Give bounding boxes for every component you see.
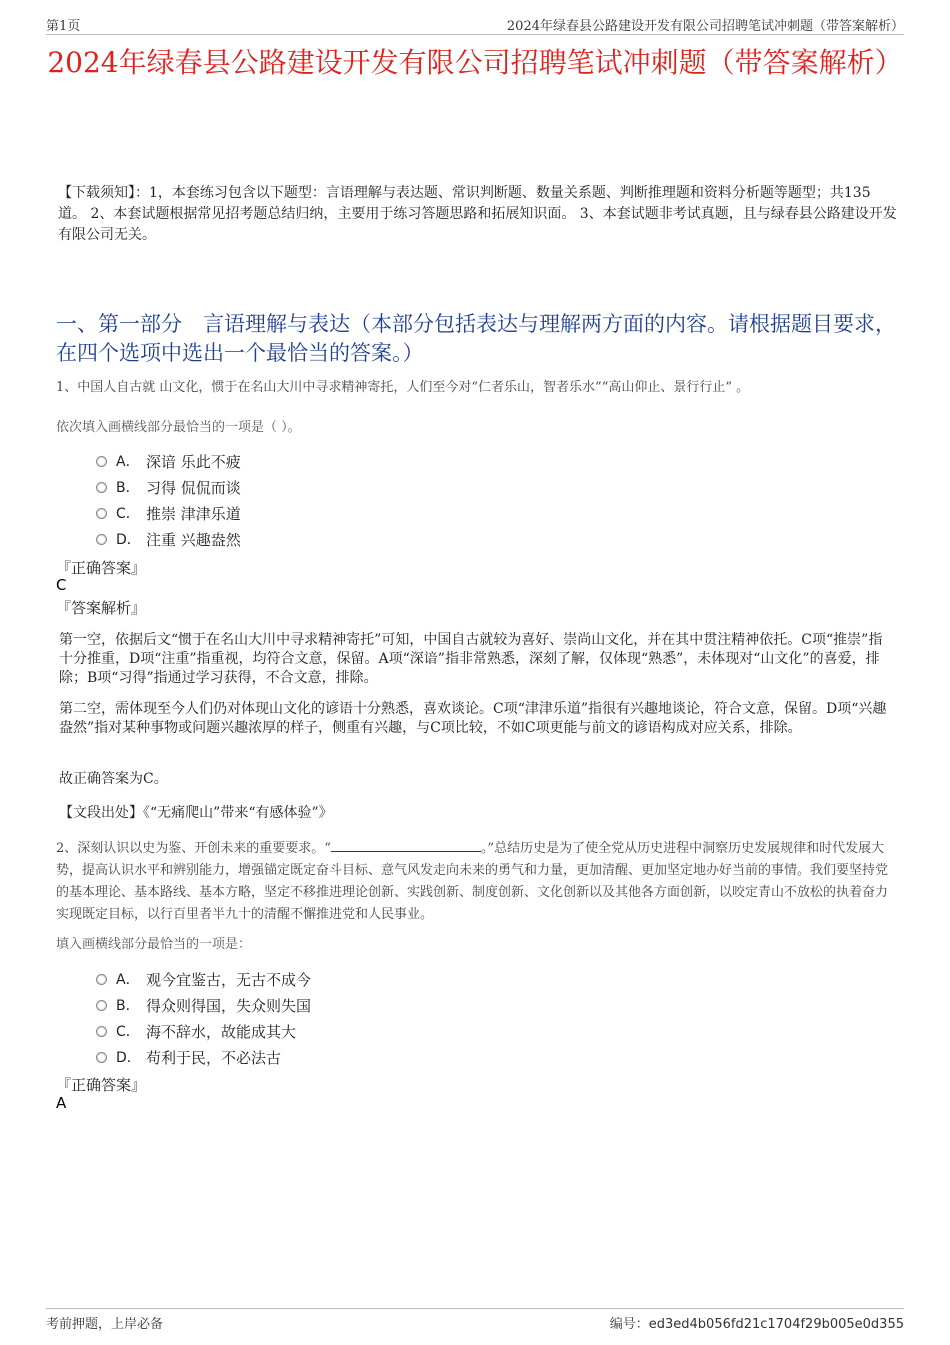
correct-answer: A xyxy=(56,1094,67,1112)
question-1-instruction: 依次填入画横线部分最恰当的一项是（ ）。 xyxy=(56,420,301,435)
analysis-paragraph-1: 第一空，依据后文“惯于在名山大川中寻求精神寄托”可知，中国自古就较为喜好、崇尚山文化，并在其中贯注精神依托。C项“推崇”指十分推重，D项“注重”指重视，均符合文意，保留。A项“深谙”指非常熟悉，深刻了解，仅体现“熟悉”，未体现对“山文化”的喜爱，排除；B项“习得”指通过学习获得，不合文意，排除。 xyxy=(59,632,883,686)
page-footer xyxy=(46,1308,904,1335)
answer-label: 『正确答案』 xyxy=(56,559,147,577)
option-c[interactable]: C． 推崇 津津乐道 xyxy=(96,500,241,526)
radio-icon[interactable] xyxy=(96,508,107,519)
question-2-stem: 2、深刻认识以史为鉴、开创未来的重要要求。“ 。”总结历史是为了使全党从历史进程中洞察历史发展规律和时代发展大势，提高认识水平和辨别能力，增强锚定既定奋斗目标、意气风发走向未来的勇气和力量，更加清醒、更加坚定地办好当前的事情。我们要坚持党的基本理论、基本路线、基本方略，坚定不移推进理论创新、实践创新、制度创新、文化创新以及其他各方面创新，以咬定青山不放松的执着奋力实现既定目标，以行百里者半九十的清醒不懈推进党和人民事业。 xyxy=(56,841,889,922)
option-d[interactable]: D． 注重 兴趣盎然 xyxy=(96,526,241,552)
radio-icon[interactable] xyxy=(96,482,107,493)
fill-blank xyxy=(331,839,481,852)
page-number: 第1页 xyxy=(46,18,81,34)
option-d[interactable]: D． 苟利于民，不必法古 xyxy=(96,1044,311,1070)
analysis-paragraph-2: 第二空，需体现至今人们仍对体现山文化的谚语十分熟悉，喜欢谈论。C项“津津乐道”指很有兴趣地谈论，符合文意，保留。D项“兴趣盎然”指对某种事物或问题兴趣浓厚的样子，侧重有兴趣，与C项比较，不如C项更能与前文的谚语构成对应关系，排除。 xyxy=(59,701,887,736)
option-c[interactable]: C． 海不辞水，故能成其大 xyxy=(96,1018,311,1044)
correct-answer: C xyxy=(56,576,67,594)
radio-icon[interactable] xyxy=(96,534,107,545)
answer-label: 『正确答案』 xyxy=(56,1076,147,1094)
analysis-label: 『答案解析』 xyxy=(56,599,147,617)
question-1-stem: 1、中国人自古就 山文化，惯于在名山大川中寻求精神寄托，人们至今对“仁者乐山，智者乐水”“高山仰止、景行行止” 。 xyxy=(56,380,750,395)
footer-code: ed3ed4b056fd21c1704f29b005e0d355 xyxy=(648,1316,904,1332)
radio-icon[interactable] xyxy=(96,1052,107,1063)
section-title: 一、第一部分 言语理解与表达（本部分包括表达与理解两方面的内容。请根据题目要求，在四个选项中选出一个最恰当的答案。） xyxy=(56,312,896,365)
document-title: 2024年绿春县公路建设开发有限公司招聘笔试冲刺题（带答案解析） xyxy=(47,46,903,79)
question-2-options xyxy=(96,966,311,1070)
source-reference: 【文段出处】《“无痛爬山”带来“有感体验”》 xyxy=(59,805,333,821)
footer-code-wrap xyxy=(610,1313,904,1332)
download-notice: 【下载须知】：1，本套练习包含以下题型：言语理解与表达题、常识判断题、数量关系题、判断推理题和资料分析题等题型；共135道。 2、本套试题根据常见招考题总结归纳，主要用于练习答题思路和拓展知识面。 3、本套试题非考试真题，且与绿春县公路建设开发有限公司无关。 xyxy=(58,185,897,243)
question-1-options xyxy=(96,448,241,552)
radio-icon[interactable] xyxy=(96,1000,107,1011)
option-b[interactable]: B． 得众则得国，失众则失国 xyxy=(96,992,311,1018)
option-b[interactable]: B． 习得 侃侃而谈 xyxy=(96,474,241,500)
footer-code-label: 编号： xyxy=(609,1316,649,1332)
radio-icon[interactable] xyxy=(96,1026,107,1037)
radio-icon[interactable] xyxy=(96,974,107,985)
page-header xyxy=(46,14,904,35)
analysis-conclusion: 故正确答案为C。 xyxy=(59,771,168,787)
question-2-instruction: 填入画横线部分最恰当的一项是： xyxy=(56,937,252,952)
footer-slogan: 考前押题，上岸必备 xyxy=(46,1316,164,1332)
radio-icon[interactable] xyxy=(96,456,107,467)
option-a[interactable]: A． 深谙 乐此不疲 xyxy=(96,448,241,474)
header-doc-title: 2024年绿春县公路建设开发有限公司招聘笔试冲刺题（带答案解析） xyxy=(506,18,904,34)
option-a[interactable]: A． 观今宜鉴古，无古不成今 xyxy=(96,966,311,992)
